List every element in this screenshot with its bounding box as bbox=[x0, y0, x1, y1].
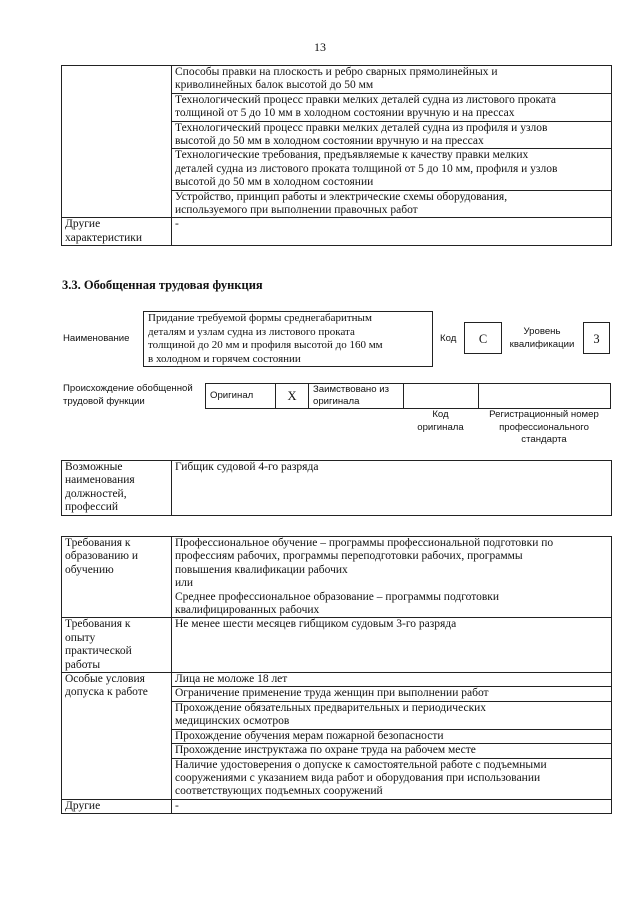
code-original-label: Код оригинала bbox=[417, 409, 464, 433]
code-label: Код bbox=[440, 333, 457, 344]
table-row bbox=[62, 537, 612, 618]
section-title: 3.3. Обобщенная трудовая функция bbox=[62, 278, 263, 292]
origin-label: Происхождение обобщенной трудовой функции bbox=[63, 383, 193, 407]
other-label: Другие bbox=[62, 799, 172, 813]
other-characteristics-label: Другие характеристики bbox=[62, 218, 172, 246]
table-row bbox=[206, 384, 611, 409]
table-cell: Технологический процесс правки мелких деталей судна из листового проката толщиной от 5 до 10 мм в холодном состоянии вручную и на прессах bbox=[172, 93, 612, 121]
reg-number-cell bbox=[479, 384, 611, 409]
education-value: Профессиональное обучение – программы профессиональной подготовки по профессиям рабочих, программы переподготовки рабочих, программы повышения квалификации рабочих или Среднее профессиональное образование – программы подготовки квалифицированных рабочих bbox=[172, 537, 612, 618]
condition-item: Наличие удостоверения о допуске к самостоятельной работе с подъемными сооружениями с указанием вида работ и оборудования при использовании соответствующих подъемных сооружений bbox=[172, 758, 612, 799]
name-label: Наименование bbox=[63, 333, 130, 344]
table-row bbox=[62, 618, 612, 673]
table-cell: Способы правки на плоскость и ребро сварных прямолинейных и криволинейных балок высотой до 50 мм bbox=[172, 66, 612, 94]
condition-item: Ограничение применение труда женщин при выполнении работ bbox=[172, 687, 612, 701]
knowledge-table bbox=[61, 65, 612, 246]
requirements-table bbox=[61, 536, 612, 814]
special-conditions-label: Особые условия допуска к работе bbox=[62, 673, 172, 800]
condition-item: Прохождение обязательных предварительных и периодических медицинских осмотров bbox=[172, 701, 612, 729]
qualification-level-label: Уровень квалификации bbox=[509, 326, 575, 350]
code-value: C bbox=[464, 322, 502, 354]
origin-table bbox=[205, 383, 611, 409]
positions-label: Возможные наименования должностей, профессий bbox=[62, 461, 172, 516]
table-row bbox=[62, 218, 612, 246]
table-row bbox=[62, 66, 612, 94]
reg-number-label: Регистрационный номер профессионального стандарта bbox=[489, 409, 599, 445]
positions-value: Гибщик судовой 4-го разряда bbox=[172, 461, 612, 516]
condition-item: Прохождение обучения мерам пожарной безопасности bbox=[172, 729, 612, 743]
condition-item: Лица не моложе 18 лет bbox=[172, 673, 612, 687]
page-number: 13 bbox=[314, 40, 326, 54]
experience-label: Требования к опыту практической работы bbox=[62, 618, 172, 673]
table-label-cell bbox=[62, 66, 172, 218]
education-label: Требования к образованию и обучению bbox=[62, 537, 172, 618]
qualification-level-value: 3 bbox=[583, 322, 610, 354]
function-name: Придание требуемой формы среднегабаритным деталям и узлам судна из листового проката толщиной до 20 мм и профиля высотой до 160 мм в холодном и горячем состоянии bbox=[143, 311, 433, 367]
code-original-cell bbox=[404, 384, 479, 409]
positions-table bbox=[61, 460, 612, 516]
table-cell: Технологические требования, предъявляемые к качеству правки мелких деталей судна из листового проката толщиной от 5 до 10 мм, профиля и узлов высотой до 50 мм в холодном состоянии bbox=[172, 149, 612, 190]
table-cell: - bbox=[172, 218, 612, 246]
table-cell: Устройство, принцип работы и электрические схемы оборудования, используемого при выполнении правочных работ bbox=[172, 190, 612, 218]
original-label: Оригинал bbox=[206, 384, 276, 409]
table-cell: Технологический процесс правки мелких деталей судна из профиля и узлов высотой до 50 мм в холодном состоянии вручную и на прессах bbox=[172, 121, 612, 149]
borrowed-label: Заимствовано из оригинала bbox=[309, 384, 404, 409]
condition-item: Прохождение инструктажа по охране труда на рабочем месте bbox=[172, 744, 612, 758]
table-row bbox=[62, 799, 612, 813]
table-row bbox=[62, 673, 612, 687]
table-row bbox=[62, 461, 612, 516]
experience-value: Не менее шести месяцев гибщиком судовым 3-го разряда bbox=[172, 618, 612, 673]
other-value: - bbox=[172, 799, 612, 813]
original-mark: X bbox=[276, 384, 309, 409]
